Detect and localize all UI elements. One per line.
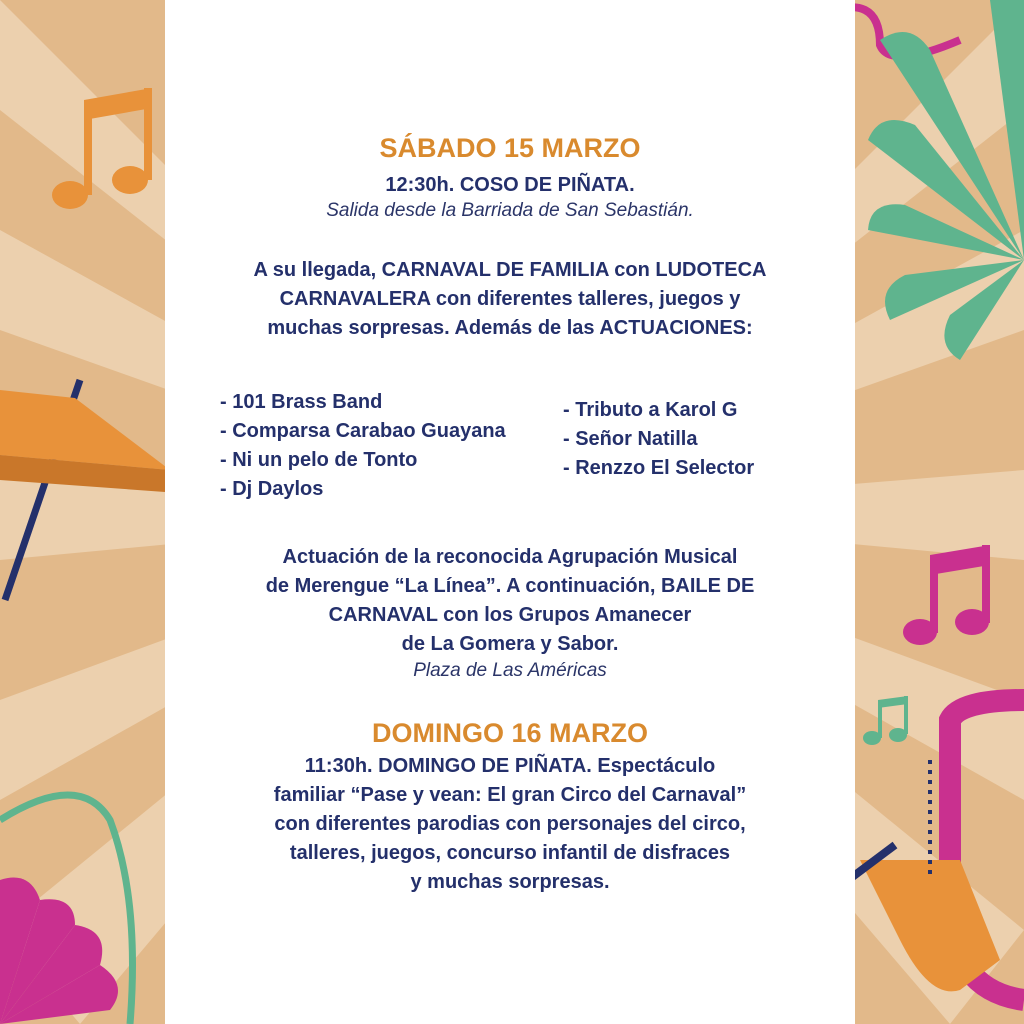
saturday-paragraph-line: muchas sorpresas. Además de las ACTUACIONES: xyxy=(267,317,753,339)
act-item: - Señor Natilla xyxy=(563,428,698,450)
act-item: - Comparsa Carabao Guayana xyxy=(220,420,506,442)
acts-list-left xyxy=(220,388,506,504)
act-item: - Renzzo El Selector xyxy=(563,457,755,479)
performance-line: de La Gomera y Sabor. xyxy=(401,633,619,655)
music-note-icon xyxy=(903,545,990,645)
sunday-heading: DOMINGO 16 MARZO xyxy=(371,718,648,748)
performance-line: de Merengue “La Línea”. A continuación, BAILE DE xyxy=(265,575,755,597)
performance-line: CARNAVAL con los Grupos Amanecer xyxy=(328,604,692,626)
saturday-heading: SÁBADO 15 MARZO xyxy=(379,133,641,163)
performance-line: Actuación de la reconocida Agrupación Musical xyxy=(282,546,738,568)
act-item: - Dj Daylos xyxy=(220,478,324,500)
saturday-departure: Salida desde la Barriada de San Sebastián. xyxy=(326,200,694,221)
sunday-line: y muchas sorpresas. xyxy=(410,871,610,893)
sunday-line: con diferentes parodias con personajes del circo, xyxy=(274,813,746,835)
saturday-location: Plaza de Las Américas xyxy=(413,660,607,681)
saturday-paragraph-line: CARNAVALERA con diferentes talleres, juegos y xyxy=(279,288,741,310)
sunday-line: talleres, juegos, concurso infantil de disfraces xyxy=(289,842,731,864)
act-item: - Tributo a Karol G xyxy=(563,399,738,421)
act-item: - 101 Brass Band xyxy=(220,391,383,413)
saturday-event-title: 12:30h. COSO DE PIÑATA. xyxy=(385,174,635,196)
saturday-paragraph-line: A su llegada, CARNAVAL DE FAMILIA con LUDOTECA xyxy=(253,259,767,281)
program-panel xyxy=(165,0,855,1024)
act-item: - Ni un pelo de Tonto xyxy=(220,449,418,471)
sunday-line: familiar “Pase y vean: El gran Circo del Carnaval” xyxy=(273,784,747,806)
acts-list-right xyxy=(563,396,754,483)
sunday-line: 11:30h. DOMINGO DE PIÑATA. Espectáculo xyxy=(304,755,716,777)
